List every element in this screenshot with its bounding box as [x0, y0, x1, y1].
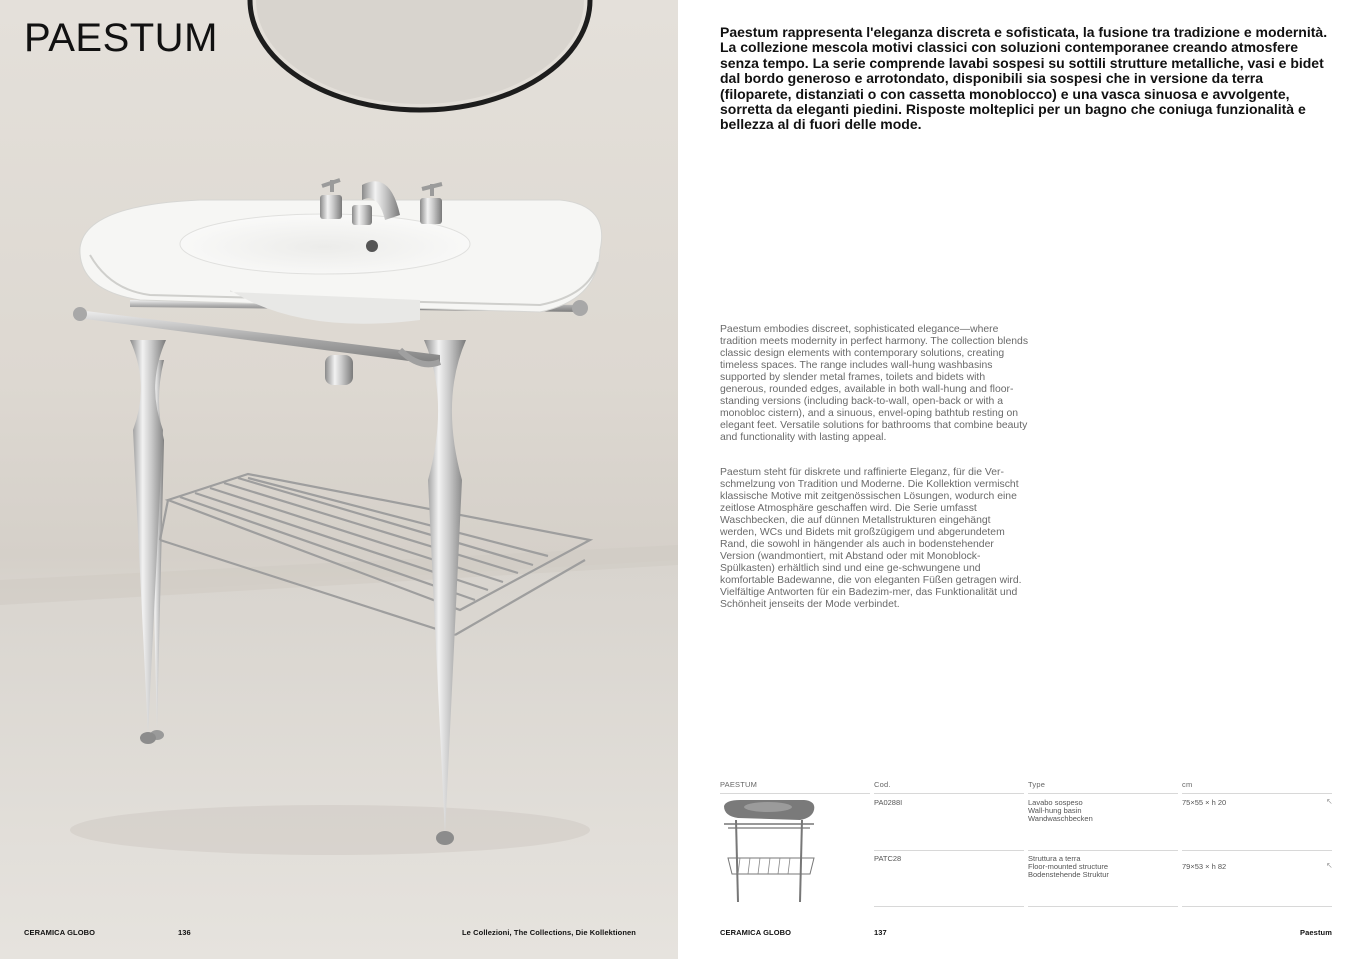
arrow-icon: ↖: [1326, 861, 1333, 870]
footer-brand: CERAMICA GLOBO: [720, 928, 792, 937]
table-cell-size: 75×55 × h 20: [1182, 798, 1227, 807]
footer-section: Paestum: [1300, 928, 1332, 937]
paragraph-german: Paestum steht für diskrete und raffinierte Eleganz, für die Ver-schmelzung von Tradition und Moderne. Die Kollektion vermischt klassische Motive mit zeitgenössischen Lösungen, wodurch eine zeitlose Atmosphäre geschaffen wird. Die Serie umfasst Waschbecken, die auf dünnen Metallstrukturen eingehängt werden, WCs und Bidets mit großzügigem und abgerundetem Rand, die sowohl in hängender als auch in bodenstehender Version (wandmontiert, mit Abstand oder mit Monoblock-Spülkasten) erhältlich sind und eine ge-schwungene und komfortable Badewanne, die von eleganten Füßen getragen wird. Vielfältige Antworten für ein Badezim-mer, das Funktionalität und Schönheit jenseits der Mode verbindet.: [720, 467, 1022, 610]
table-header-type: Type: [1028, 780, 1046, 789]
table-divider: [874, 906, 1024, 907]
table-cell-type-en: Wall-hung basin: [1028, 806, 1082, 815]
table-cell-type-it: Lavabo sospeso: [1028, 798, 1083, 807]
table-cell-size: 79×53 × h 82: [1182, 862, 1227, 871]
table-header-code: Cod.: [874, 780, 891, 789]
table-divider: [720, 793, 870, 794]
product-table: [720, 776, 1332, 911]
table-cell-type-de: Bodenstehende Struktur: [1028, 870, 1109, 879]
right-page: [678, 0, 1356, 959]
table-cell-type-it: Struttura a terra: [1028, 854, 1081, 863]
footer-page-number: 136: [178, 928, 191, 937]
paragraph-english: Paestum embodies discreet, sophisticated elegance—where tradition meets modernity in perfect harmony. The collection blends classic design elements with contemporary solutions, creating timeless spaces. The range includes wall-hung washbasins supported by slender metal frames, toilets and bidets with generous, rounded edges, available in both wall-hung and floor-standing versions (including back-to-wall, open-back or with a monobloc cistern), and a sinuous, envel-oping bathtub resting on elegant feet. Versatile solutions for bathrooms that combine beauty and functionality with lasting appeal.: [720, 324, 1029, 443]
footer-section: Le Collezioni, The Collections, Die Kollektionen: [462, 928, 636, 937]
collection-title: PAESTUM: [24, 16, 218, 60]
intro-italian: Paestum rappresenta l'eleganza discreta e sofisticata, la fusione tra tradizione e modernità. La collezione mescola motivi classici con soluzioni contemporanee creando atmosfere senza tempo. La serie comprende lavabi sospesi su sottili strutture metalliche, vasi e bidet dal bordo generoso e arrotondato, disponibili sia sospesi che in versione da terra (filoparete, distanziati o con cassetta monoblocco) e una vasca sinuosa e avvolgente, sorretta da eleganti piedini. Risposte molteplici per un bagno che coniuga funzionalità e bellezza al di fuori delle mode.: [720, 24, 1328, 133]
arrow-icon: ↖: [1326, 797, 1333, 806]
table-divider: [1028, 850, 1178, 851]
table-divider: [874, 793, 1024, 794]
table-cell-code: PATC28: [874, 854, 902, 863]
table-cell-code: PA0288I: [874, 798, 903, 807]
table-cell-type-en: Floor-mounted structure: [1028, 862, 1109, 871]
footer-brand: CERAMICA GLOBO: [24, 928, 96, 937]
table-cell-type-de: Wandwaschbecken: [1028, 814, 1093, 823]
table-header-size: cm: [1182, 780, 1193, 789]
footer-page-number: 137: [874, 928, 887, 937]
table-divider: [1182, 906, 1332, 907]
table-divider: [1028, 793, 1178, 794]
table-divider: [1182, 850, 1332, 851]
table-divider: [874, 850, 1024, 851]
table-header-collection: PAESTUM: [720, 780, 758, 789]
product-thumbnail: [720, 796, 820, 908]
table-divider: [1182, 793, 1332, 794]
table-divider: [1028, 906, 1178, 907]
